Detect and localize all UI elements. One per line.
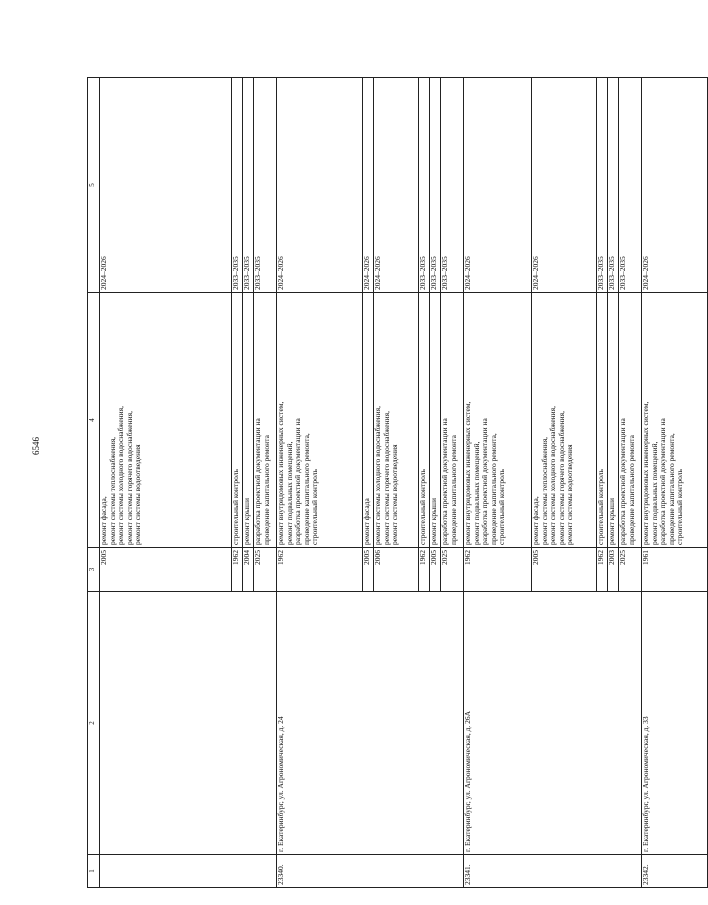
period-cell: 2033–2035 xyxy=(430,78,441,293)
header-row xyxy=(88,78,100,888)
year-cell: 2025 xyxy=(254,548,277,592)
work-line: разработка проектной документации на xyxy=(618,418,627,545)
year-cell: 1962 xyxy=(232,548,243,592)
work-line: проведение капитального ремонта, xyxy=(666,433,676,545)
work-line: ремонт системы водоотведения xyxy=(565,444,575,545)
work-line: ремонт внутридомовых инженерных систем, xyxy=(276,401,285,545)
period-cell: 2033–2035 xyxy=(254,78,277,293)
work-type-cell xyxy=(619,293,642,548)
row-number-cell: 23342. xyxy=(642,855,708,888)
period-cell: 2024–2026 xyxy=(532,78,597,293)
year-cell: 2025 xyxy=(619,548,642,592)
work-line: проведение капитального ремонта xyxy=(261,435,271,545)
year-cell: 2005 xyxy=(532,548,597,592)
work-line: строительный контроль xyxy=(596,469,605,545)
work-line: ремонт системы водоотведения xyxy=(390,444,400,545)
page-number: 6546 xyxy=(31,437,41,455)
work-line: ремонт фасада, xyxy=(531,496,540,545)
work-type-cell xyxy=(243,293,254,548)
period-cell: 2033–2035 xyxy=(597,78,608,293)
period-cell: 2033–2035 xyxy=(608,78,619,293)
work-line: строительный контроль xyxy=(675,469,685,545)
work-type-cell xyxy=(232,293,243,548)
work-type-cell xyxy=(464,293,532,548)
work-line: строительный контроль xyxy=(231,469,240,545)
work-line: ремонт внутридомовых инженерных систем, xyxy=(463,401,472,545)
work-line: ремонт фасада, xyxy=(99,496,108,545)
year-cell: 1962 xyxy=(464,548,532,592)
work-line: ремонт системы горячего водоснабжения, xyxy=(124,411,134,545)
work-line: ремонт фасада xyxy=(362,498,371,545)
work-type-cell xyxy=(597,293,608,548)
work-type-cell xyxy=(277,293,363,548)
work-type-cell xyxy=(441,293,464,548)
table-row xyxy=(642,78,708,888)
work-line: ремонт системы холодного водоснабжения, xyxy=(116,405,126,545)
work-line: проведение капитального ремонта xyxy=(626,435,636,545)
work-line: разработка проектной документации на xyxy=(480,418,490,545)
year-cell: 1961 xyxy=(642,548,708,592)
period-cell: 2024–2026 xyxy=(642,78,708,293)
period-cell: 2033–2035 xyxy=(419,78,430,293)
year-cell: 2006 xyxy=(374,548,419,592)
year-cell: 2005 xyxy=(100,548,232,592)
header-cell-5: 5 xyxy=(88,78,100,293)
work-type-cell xyxy=(430,293,441,548)
address-cell: г. Екатеринбург, ул. Агрономическая, д. 24 xyxy=(277,592,464,855)
work-type-cell xyxy=(608,293,619,548)
work-line: строительный контроль xyxy=(418,469,427,545)
table-row xyxy=(464,78,532,888)
work-line: проведение капитального ремонта, xyxy=(488,433,498,545)
table-row xyxy=(100,78,232,888)
period-cell: 2024–2026 xyxy=(277,78,363,293)
work-type-cell xyxy=(419,293,430,548)
repair-schedule-table xyxy=(87,77,708,888)
work-line: ремонт системы водоотведения xyxy=(133,444,143,545)
work-line: ремонт системы горячего водоснабжения, xyxy=(381,411,391,545)
work-line: строительный контроль xyxy=(497,469,507,545)
work-line: проведение капитального ремонта, xyxy=(301,433,311,545)
header-cell-1: 1 xyxy=(88,855,100,888)
row-number-cell xyxy=(100,855,277,888)
period-cell: 2024–2026 xyxy=(363,78,374,293)
header-cell-4: 4 xyxy=(88,293,100,548)
period-cell: 2033–2035 xyxy=(619,78,642,293)
row-number-cell: 23340. xyxy=(277,855,464,888)
work-line: ремонт подвальных помещений, xyxy=(649,441,659,545)
work-type-cell xyxy=(254,293,277,548)
work-type-cell xyxy=(642,293,708,548)
work-type-cell xyxy=(374,293,419,548)
period-cell: 2033–2035 xyxy=(441,78,464,293)
year-cell: 2004 xyxy=(243,548,254,592)
year-cell: 2003 xyxy=(608,548,619,592)
address-cell: г. Екатеринбург, ул. Агрономическая, д. 26А xyxy=(464,592,642,855)
address-cell: г. Екатеринбург, ул. Агрономическая, д. 33 xyxy=(642,592,708,855)
table-row xyxy=(277,78,363,888)
work-type-cell xyxy=(100,293,232,548)
row-number-cell: 23341. xyxy=(464,855,642,888)
work-line: ремонт системы теплоснабжения, xyxy=(539,436,549,545)
period-cell: 2024–2026 xyxy=(374,78,419,293)
work-line: ремонт системы холодного водоснабжения, xyxy=(548,405,558,545)
header-cell-2: 2 xyxy=(88,592,100,855)
rotated-table-container xyxy=(87,78,685,888)
period-cell: 2024–2026 xyxy=(464,78,532,293)
work-line: проведение капитального ремонта xyxy=(448,435,458,545)
period-cell: 2024–2026 xyxy=(100,78,232,293)
year-cell: 2005 xyxy=(363,548,374,592)
work-line: ремонт системы горячего водоснабжения, xyxy=(556,411,566,545)
period-cell: 2033–2035 xyxy=(243,78,254,293)
period-cell: 2033–2035 xyxy=(232,78,243,293)
work-line: ремонт подвальных помещений, xyxy=(284,441,294,545)
work-type-cell xyxy=(363,293,374,548)
work-line: ремонт крыши xyxy=(429,498,438,545)
address-cell xyxy=(100,592,277,855)
work-line: строительный контроль xyxy=(310,469,320,545)
work-line: разработка проектной документации на xyxy=(253,418,262,545)
work-line: ремонт внутридомовых инженерных систем, xyxy=(641,401,650,545)
work-line: разработка проектной документации на xyxy=(658,418,668,545)
work-type-cell xyxy=(532,293,597,548)
year-cell: 2005 xyxy=(430,548,441,592)
work-line: разработка проектной документации на xyxy=(293,418,303,545)
year-cell: 1962 xyxy=(597,548,608,592)
work-line: ремонт системы холодного водоснабжения, xyxy=(373,405,382,545)
year-cell: 1962 xyxy=(277,548,363,592)
work-line: ремонт крыши xyxy=(242,498,251,545)
work-line: ремонт подвальных помещений, xyxy=(471,441,481,545)
work-line: ремонт крыши xyxy=(607,498,616,545)
header-cell-3: 3 xyxy=(88,548,100,592)
year-cell: 2025 xyxy=(441,548,464,592)
work-line: ремонт системы теплоснабжения, xyxy=(107,436,117,545)
work-line: разработка проектной документации на xyxy=(440,418,449,545)
year-cell: 1962 xyxy=(419,548,430,592)
